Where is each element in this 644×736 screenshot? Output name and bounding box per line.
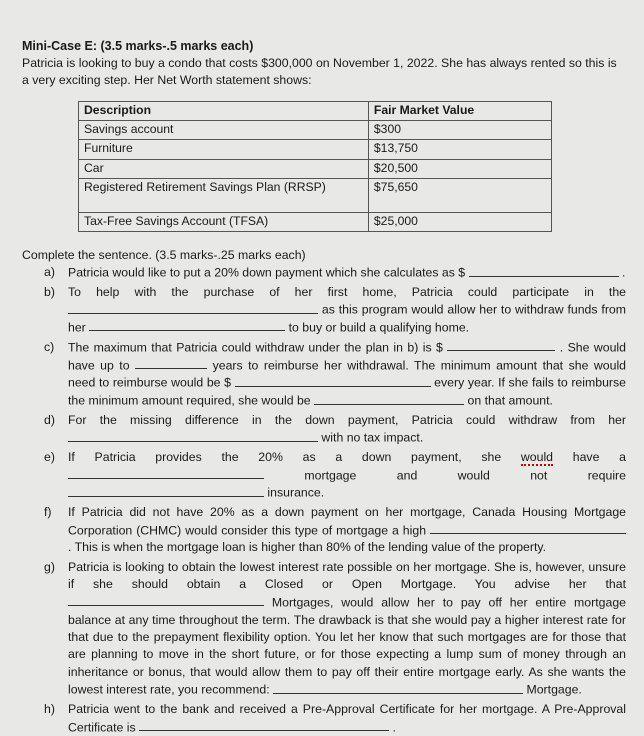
question-text: If Patricia did not have 20% as a down payment on her mortgage, Canada Housing Mortgage Corporation (CHMC) would consider this type of mortgage a high xyxy=(68,505,626,537)
cell-fair-market-value: $13,750 xyxy=(368,140,551,159)
question-item xyxy=(22,559,626,699)
question-text: Patricia would like to put a 20% down payment which she calculates as $ xyxy=(68,265,466,280)
question-label: f) xyxy=(44,505,52,520)
question-text: . This is when the mortgage loan is higher than 80% of the lending value of the property. xyxy=(68,540,547,555)
column-header-description: Description xyxy=(79,101,369,120)
question-text: . She would have up to xyxy=(68,340,627,373)
answer-blank[interactable] xyxy=(68,594,264,606)
answer-blank[interactable] xyxy=(314,392,464,404)
question-item xyxy=(22,504,626,557)
table-row xyxy=(79,121,552,140)
question-label: g) xyxy=(44,559,55,574)
question-text: Mortgage. xyxy=(526,682,582,697)
column-header-fair-market-value: Fair Market Value xyxy=(368,101,551,120)
case-intro-text: Patricia is looking to buy a condo that costs $300,000 on November 1, 2022. She has always rented so this is a very exciting step. Her Net Worth statement shows: xyxy=(22,56,617,87)
answer-blank[interactable] xyxy=(469,264,619,276)
question-text: as this program would allow her to withdraw funds from her xyxy=(68,302,626,335)
cell-description: Registered Retirement Savings Plan (RRSP) xyxy=(79,178,369,212)
table-row xyxy=(79,140,552,159)
cell-fair-market-value: $75,650 xyxy=(368,178,551,212)
question-text: Mortgages, would allow her to pay off her entire mortgage balance at any time throughout the term. The drawback is that she would pay a higher interest rate for that due to the prepayment flexibility option. You let her know that such mortgages are for those that are planning to move in the short future, or for those expecting a lump sum of money through an inheritance or bonus, that would allow them to pay off their entire mortgage early. As she wants the lowest interest rate, you recommend: xyxy=(68,595,626,697)
question-text: to buy or build a qualifying home. xyxy=(288,320,470,335)
question-text: Patricia went to the bank and received a Pre-Approval Certificate for her mortgage. A Pre-Approval Certificate is xyxy=(68,702,626,734)
question-text: To help with the purchase of her first home, Patricia could participate in the xyxy=(68,284,626,299)
spellcheck-word: would xyxy=(520,450,554,465)
answer-blank[interactable] xyxy=(273,681,523,693)
question-text: on that amount. xyxy=(467,393,553,408)
question-list xyxy=(22,264,626,736)
question-text: If Patricia provides the 20% as a down payment, she xyxy=(68,450,521,465)
question-item xyxy=(22,264,626,282)
answer-blank[interactable] xyxy=(447,339,555,351)
answer-blank[interactable] xyxy=(68,429,318,441)
table-row xyxy=(79,178,552,212)
question-text: every year. If she fails to reimburse the minimum amount required, she would be xyxy=(68,375,626,408)
net-worth-table xyxy=(78,101,552,232)
question-text: The maximum that Patricia could withdraw under the plan in b) is $ xyxy=(68,340,443,355)
cell-fair-market-value: $20,500 xyxy=(368,159,551,178)
answer-blank[interactable] xyxy=(68,484,264,496)
answer-blank[interactable] xyxy=(68,301,318,313)
question-item xyxy=(22,412,626,447)
cell-description: Tax-Free Savings Account (TFSA) xyxy=(79,212,369,231)
question-label: e) xyxy=(44,450,55,465)
cell-description: Furniture xyxy=(79,140,369,159)
answer-blank[interactable] xyxy=(68,467,264,479)
cell-fair-market-value: $300 xyxy=(368,121,551,140)
question-label: c) xyxy=(44,339,55,354)
instruction-line: Complete the sentence. (3.5 marks-.25 marks each) xyxy=(22,248,306,263)
question-text: years to reimburse her withdrawal. The minimum amount that she would need to reimburse would be $ xyxy=(68,358,627,390)
question-text: . xyxy=(621,265,626,280)
question-text: insurance. xyxy=(267,485,325,500)
cell-description: Car xyxy=(79,159,369,178)
table-row xyxy=(79,212,552,231)
table-row xyxy=(79,159,552,178)
question-text: For the missing difference in the down payment, Patricia could withdraw from her xyxy=(68,413,626,427)
question-label: b) xyxy=(44,284,55,299)
question-item xyxy=(22,701,626,736)
question-text: with no tax impact. xyxy=(321,430,424,445)
answer-blank[interactable] xyxy=(139,719,389,731)
question-item xyxy=(22,284,626,337)
question-text: . xyxy=(392,719,396,734)
question-label: a) xyxy=(44,265,55,280)
table-body xyxy=(79,121,552,232)
answer-blank[interactable] xyxy=(430,522,626,534)
question-label: h) xyxy=(44,702,55,717)
question-label: d) xyxy=(44,413,55,427)
answer-blank[interactable] xyxy=(89,319,285,331)
page-title: Mini-Case E: (3.5 marks-.5 marks each) xyxy=(22,39,254,53)
question-item xyxy=(22,339,626,410)
question-text: Patricia is looking to obtain the lowest interest rate possible on her mortgage. She is, however, unsure if she should obtain a Closed or Open Mortgage. You advise her that xyxy=(68,559,626,592)
answer-blank[interactable] xyxy=(235,374,431,386)
table-header-row xyxy=(79,101,552,120)
answer-blank[interactable] xyxy=(135,357,207,369)
question-item xyxy=(22,449,626,502)
question-text: mortgage and would not require xyxy=(304,467,626,482)
cell-description: Savings account xyxy=(79,121,369,140)
cell-fair-market-value: $25,000 xyxy=(368,212,551,231)
question-text: have a xyxy=(553,450,626,465)
